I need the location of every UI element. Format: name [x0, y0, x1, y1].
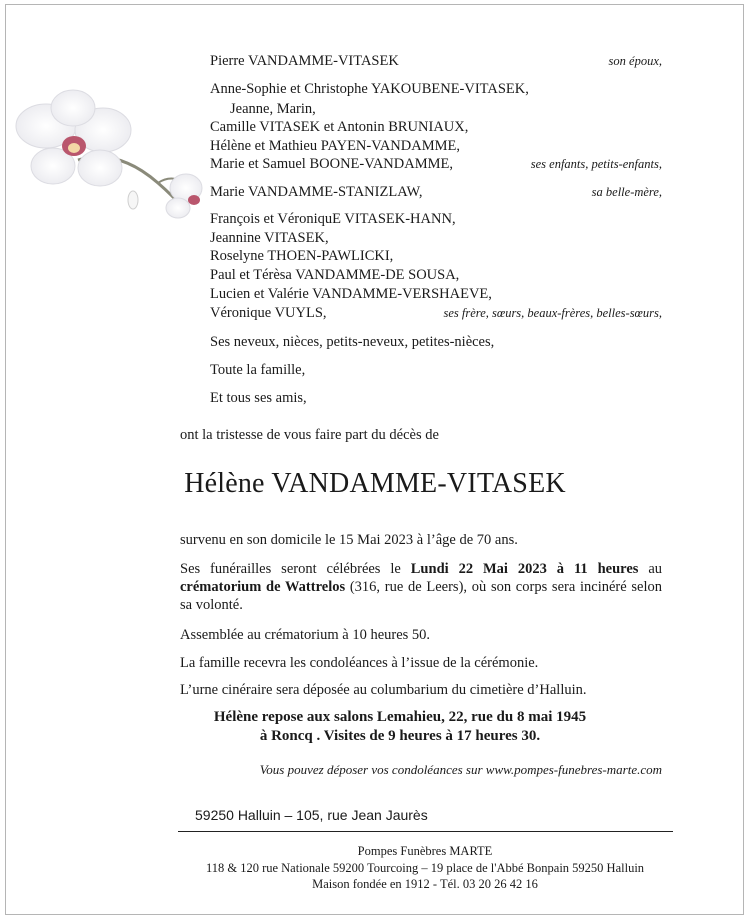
- announcement-line: ont la tristesse de vous faire part du décès de: [180, 427, 439, 443]
- mother-in-law-name: Marie VANDAMME-STANIZLAW,: [210, 184, 423, 200]
- whole-family-line: Toute la famille,: [210, 362, 306, 378]
- siblings-role: ses frère, sœurs, beaux-frères, belles-sœurs,: [443, 306, 662, 320]
- siblings-line-1: François et VéroniquE VITASEK-HANN,: [210, 211, 456, 227]
- children-line-3: Camille VITASEK et Antonin BRUNIAUX,: [210, 119, 469, 135]
- funeral-text-1: Ses funérailles seront célébrées le: [180, 561, 411, 577]
- online-condolences-link[interactable]: Vous pouvez déposer vos condoléances sur www.pompes-funebres-marte.com: [259, 762, 662, 777]
- funeral-venue: crématorium de Wattrelos: [180, 579, 346, 595]
- children-line-5: Marie et Samuel BOONE-VANDAMME,: [210, 156, 453, 172]
- funeral-details: [180, 560, 662, 614]
- deceased-name: Hélène VANDAMME-VITASEK: [184, 468, 566, 499]
- siblings-line-4: Paul et Térèsa VANDAMME-DE SOUSA,: [210, 267, 460, 283]
- children-line-4: Hélène et Mathieu PAYEN-VANDAMME,: [210, 138, 460, 154]
- siblings-line-2: Jeannine VITASEK,: [210, 230, 329, 246]
- family-condolences: La famille recevra les condoléances à l’issue de la cérémonie.: [180, 655, 539, 671]
- funeral-company-founded: Maison fondée en 1912 - Tél. 03 20 26 42 16: [312, 877, 538, 891]
- mother-in-law-role: sa belle-mère,: [591, 185, 662, 199]
- assembly-details: Assemblée au crématorium à 10 heures 50.: [180, 627, 431, 643]
- funeral-text-3: (316, rue de Leers), où son corps sera incinéré selon sa volonté.: [180, 579, 662, 613]
- footer-divider: [178, 831, 673, 832]
- nephews-line: Ses neveux, nièces, petits-neveux, petites-nièces,: [210, 334, 495, 350]
- spouse-name: Pierre VANDAMME-VITASEK: [210, 53, 399, 69]
- children-line-1: Anne-Sophie et Christophe YAKOUBENE-VITASEK,: [210, 81, 529, 97]
- home-address: 59250 Halluin – 105, rue Jean Jaurès: [195, 807, 428, 823]
- spouse-role: son époux,: [608, 54, 662, 68]
- funeral-company-locations: 118 & 120 rue Nationale 59200 Tourcoing – 19 place de l'Abbé Bonpain 59250 Halluin: [205, 861, 645, 875]
- funeral-company-name: Pompes Funèbres MARTE: [357, 844, 493, 858]
- urn-details: L’urne cinéraire sera déposée au columbarium du cimetière d’Halluin.: [180, 682, 587, 698]
- funeral-date: Lundi 22 Mai 2023 à 11 heures: [410, 561, 639, 577]
- death-details: survenu en son domicile le 15 Mai 2023 à l’âge de 70 ans.: [180, 532, 518, 548]
- siblings-line-3: Roselyne THOEN-PAWLICKI,: [210, 248, 394, 264]
- funeral-text-2: au: [638, 561, 663, 577]
- siblings-line-6: Véronique VUYLS,: [210, 305, 327, 321]
- orchid-flower-icon: [8, 88, 208, 238]
- rest-line-2: à Roncq . Visites de 9 heures à 17 heures 30.: [259, 728, 541, 744]
- children-line-2: Jeanne, Marin,: [230, 101, 316, 117]
- children-role: ses enfants, petits-enfants,: [530, 157, 662, 171]
- siblings-line-5: Lucien et Valérie VANDAMME-VERSHAEVE,: [210, 286, 492, 302]
- friends-line: Et tous ses amis,: [210, 390, 307, 406]
- rest-line-1: Hélène repose aux salons Lemahieu, 22, rue du 8 mai 1945: [213, 709, 587, 725]
